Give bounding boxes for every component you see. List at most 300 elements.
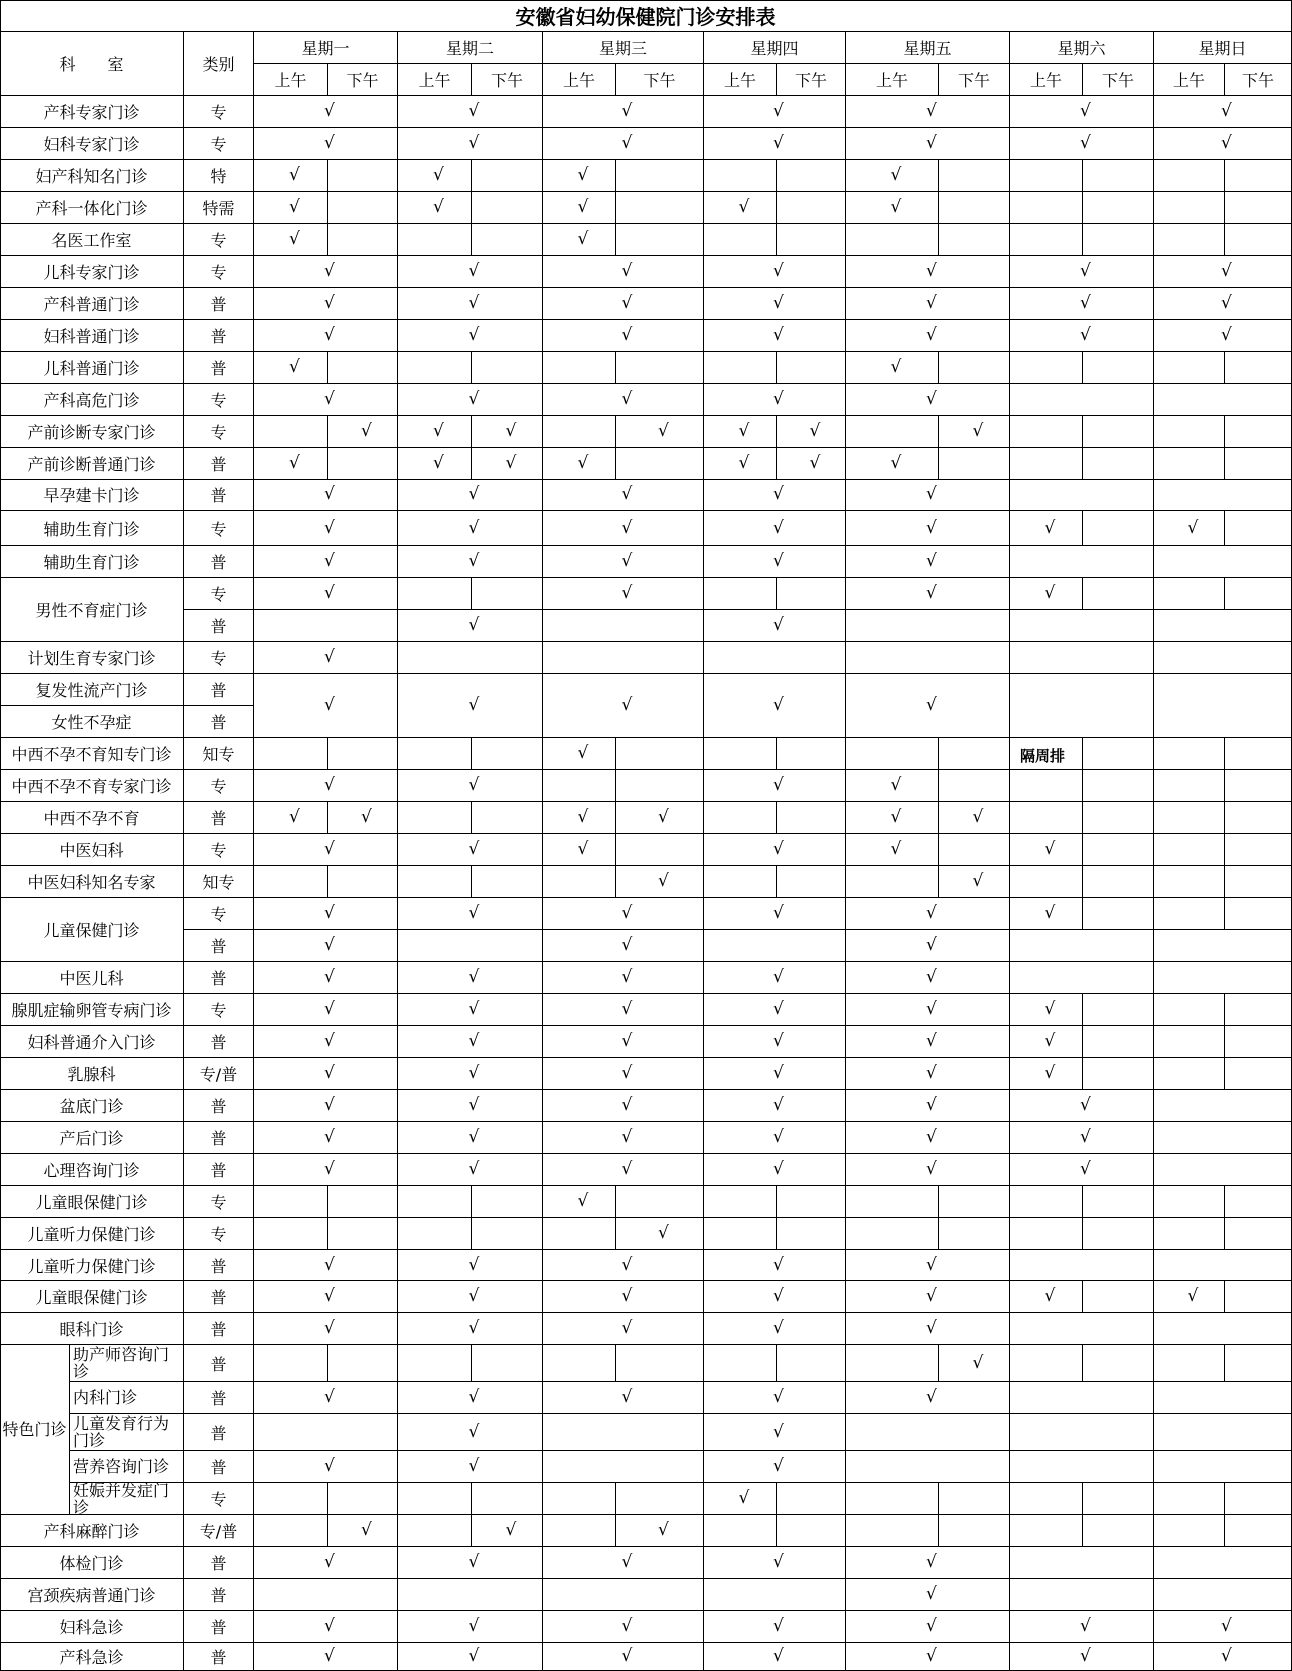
slot-pm bbox=[328, 192, 398, 224]
slot-am bbox=[1154, 160, 1225, 192]
special-group-label: 特色门诊 bbox=[0, 1345, 70, 1515]
slot-day bbox=[1010, 1250, 1154, 1282]
category: 知专 bbox=[184, 866, 254, 898]
check-icon: √ bbox=[773, 1456, 784, 1477]
check-icon: √ bbox=[505, 452, 517, 473]
slot-pm bbox=[1083, 1026, 1154, 1058]
slot-am bbox=[398, 738, 472, 770]
check-icon: √ bbox=[773, 517, 784, 538]
slot-day bbox=[1154, 1579, 1292, 1611]
check-icon: √ bbox=[621, 1254, 633, 1275]
slot-am bbox=[846, 866, 939, 898]
category: 普 bbox=[184, 802, 254, 834]
slot-pm bbox=[472, 160, 543, 192]
slot-pm bbox=[1225, 1281, 1292, 1313]
slot-pm bbox=[328, 1186, 398, 1218]
check-icon: √ bbox=[890, 164, 902, 185]
check-icon: √ bbox=[621, 260, 633, 281]
category: 普 bbox=[184, 610, 254, 642]
check-icon: √ bbox=[433, 196, 444, 217]
category: 专 bbox=[184, 1483, 254, 1515]
check-icon: √ bbox=[468, 1286, 480, 1307]
check-icon: √ bbox=[468, 484, 480, 505]
dept-name: 产前诊断专家门诊 bbox=[0, 416, 184, 448]
check-icon: √ bbox=[468, 1387, 480, 1408]
check-icon: √ bbox=[577, 196, 589, 217]
slot-am bbox=[1154, 1026, 1225, 1058]
category: 普 bbox=[184, 1281, 254, 1313]
slot-pm bbox=[1083, 352, 1154, 384]
slot-pm bbox=[328, 866, 398, 898]
check-icon: √ bbox=[890, 452, 902, 473]
category: 普 bbox=[184, 480, 254, 512]
slot-day bbox=[254, 1414, 398, 1451]
slot-pm bbox=[777, 578, 846, 610]
check-icon: √ bbox=[1187, 1286, 1199, 1307]
check-icon: √ bbox=[289, 356, 300, 377]
slot-pm bbox=[939, 1515, 1010, 1547]
header-day: 星期五 bbox=[846, 32, 1010, 64]
slot-day bbox=[1154, 962, 1292, 994]
dept-name: 儿科普通门诊 bbox=[0, 352, 184, 384]
slot-pm bbox=[472, 1186, 543, 1218]
header-day: 星期日 bbox=[1154, 32, 1292, 64]
slot-day bbox=[254, 1579, 398, 1611]
slot-day bbox=[543, 1579, 704, 1611]
check-icon: √ bbox=[890, 839, 902, 860]
slot-pm bbox=[1225, 770, 1292, 802]
slot-day bbox=[1154, 546, 1292, 578]
check-icon: √ bbox=[361, 1520, 372, 1541]
slot-pm bbox=[1083, 1058, 1154, 1090]
slot-pm bbox=[616, 738, 704, 770]
slot-pm bbox=[1225, 448, 1292, 480]
header-am: 上午 bbox=[1154, 64, 1225, 96]
slot-pm bbox=[939, 738, 1010, 770]
category: 专 bbox=[184, 994, 254, 1026]
slot-pm bbox=[472, 578, 543, 610]
category: 专/普 bbox=[184, 1515, 254, 1547]
slot-am bbox=[254, 1186, 328, 1218]
slot-pm bbox=[939, 1483, 1010, 1515]
slot-pm bbox=[939, 448, 1010, 480]
slot-am bbox=[398, 1345, 472, 1382]
slot-am bbox=[704, 1186, 777, 1218]
slot-am bbox=[1154, 1483, 1225, 1515]
check-icon: √ bbox=[738, 452, 750, 473]
category: 普 bbox=[184, 448, 254, 480]
check-icon: √ bbox=[324, 100, 335, 121]
slot-pm bbox=[328, 224, 398, 256]
dept-name: 儿童发育行为门诊 bbox=[70, 1414, 184, 1451]
category: 普 bbox=[184, 1026, 254, 1058]
category: 特需 bbox=[184, 192, 254, 224]
slot-am bbox=[704, 1345, 777, 1382]
check-icon: √ bbox=[1221, 1616, 1232, 1637]
check-icon: √ bbox=[324, 1456, 335, 1477]
header-day: 星期二 bbox=[398, 32, 543, 64]
slot-day bbox=[543, 1414, 704, 1451]
check-icon: √ bbox=[1044, 1030, 1056, 1051]
slot-am bbox=[1154, 802, 1225, 834]
slot-pm bbox=[616, 1345, 704, 1382]
check-icon: √ bbox=[926, 1158, 937, 1179]
check-icon: √ bbox=[468, 1552, 480, 1573]
check-icon: √ bbox=[926, 1646, 937, 1667]
slot-pm bbox=[1225, 416, 1292, 448]
slot-am bbox=[1154, 994, 1225, 1026]
slot-am bbox=[398, 224, 472, 256]
check-icon: √ bbox=[468, 839, 480, 860]
check-icon: √ bbox=[926, 998, 937, 1019]
slot-pm bbox=[616, 1186, 704, 1218]
dept-name: 产科急诊 bbox=[0, 1643, 184, 1671]
slot-day bbox=[704, 930, 846, 962]
check-icon: √ bbox=[773, 1030, 784, 1051]
header-category: 类别 bbox=[184, 32, 254, 96]
check-icon: √ bbox=[926, 902, 937, 923]
check-icon: √ bbox=[324, 1646, 335, 1667]
slot-pm bbox=[1225, 511, 1292, 546]
category: 普 bbox=[184, 706, 254, 738]
category: 普 bbox=[184, 1579, 254, 1611]
dept-name: 辅助生育门诊 bbox=[0, 546, 184, 578]
check-icon: √ bbox=[773, 551, 784, 572]
slot-am bbox=[254, 1483, 328, 1515]
header-am: 上午 bbox=[398, 64, 472, 96]
check-icon: √ bbox=[773, 1318, 784, 1339]
slot-day bbox=[704, 642, 846, 674]
check-icon: √ bbox=[621, 1158, 633, 1179]
slot-day bbox=[1010, 642, 1154, 674]
category: 知专 bbox=[184, 738, 254, 770]
header-pm: 下午 bbox=[472, 64, 543, 96]
check-icon: √ bbox=[621, 324, 633, 345]
check-icon: √ bbox=[621, 1062, 633, 1083]
dept-name: 产前诊断普通门诊 bbox=[0, 448, 184, 480]
check-icon: √ bbox=[468, 1062, 480, 1083]
check-icon: √ bbox=[324, 1286, 335, 1307]
check-icon: √ bbox=[621, 1126, 633, 1147]
check-icon: √ bbox=[621, 966, 633, 987]
slot-am bbox=[1010, 1186, 1083, 1218]
slot-pm bbox=[472, 224, 543, 256]
slot-pm bbox=[1083, 578, 1154, 610]
dept-name: 乳腺科 bbox=[0, 1058, 184, 1090]
slot-pm bbox=[939, 192, 1010, 224]
category: 普 bbox=[184, 1345, 254, 1382]
check-icon: √ bbox=[773, 839, 784, 860]
check-icon: √ bbox=[621, 484, 633, 505]
slot-pm bbox=[1225, 994, 1292, 1026]
slot-pm bbox=[1225, 898, 1292, 930]
category: 专 bbox=[184, 511, 254, 546]
slot-am bbox=[1010, 448, 1083, 480]
slot-pm bbox=[1225, 866, 1292, 898]
slot-day bbox=[1154, 1090, 1292, 1122]
check-icon: √ bbox=[324, 260, 335, 281]
check-icon: √ bbox=[1080, 1094, 1091, 1115]
category: 专 bbox=[184, 898, 254, 930]
check-icon: √ bbox=[773, 324, 784, 345]
check-icon: √ bbox=[773, 966, 784, 987]
slot-day bbox=[398, 642, 543, 674]
dept-name: 中西不孕不育 bbox=[0, 802, 184, 834]
check-icon: √ bbox=[1044, 1062, 1056, 1083]
check-icon: √ bbox=[738, 420, 750, 441]
slot-pm bbox=[472, 1345, 543, 1382]
check-icon: √ bbox=[577, 839, 589, 860]
check-icon: √ bbox=[1080, 260, 1091, 281]
check-icon: √ bbox=[621, 551, 633, 572]
slot-pm bbox=[1083, 834, 1154, 866]
dept-name: 辅助生育门诊 bbox=[0, 511, 184, 546]
check-icon: √ bbox=[926, 966, 937, 987]
slot-am bbox=[543, 866, 616, 898]
header-day: 星期三 bbox=[543, 32, 704, 64]
check-icon: √ bbox=[738, 1488, 750, 1509]
header-am: 上午 bbox=[254, 64, 328, 96]
check-icon: √ bbox=[1080, 100, 1091, 121]
check-icon: √ bbox=[926, 1126, 937, 1147]
check-icon: √ bbox=[621, 583, 633, 604]
slot-am bbox=[846, 1218, 939, 1250]
slot-pm bbox=[1083, 192, 1154, 224]
check-icon: √ bbox=[926, 1062, 937, 1083]
check-icon: √ bbox=[773, 1254, 784, 1275]
slot-am bbox=[543, 416, 616, 448]
check-icon: √ bbox=[890, 775, 902, 796]
slot-am bbox=[704, 352, 777, 384]
check-icon: √ bbox=[468, 1616, 480, 1637]
category: 专 bbox=[184, 96, 254, 128]
dept-name: 中西不孕不育知专门诊 bbox=[0, 738, 184, 770]
check-icon: √ bbox=[1044, 998, 1056, 1019]
check-icon: √ bbox=[926, 695, 937, 716]
category: 专 bbox=[184, 128, 254, 160]
category: 专 bbox=[184, 578, 254, 610]
check-icon: √ bbox=[621, 1286, 633, 1307]
slot-am bbox=[398, 1218, 472, 1250]
dept-name: 产科一体化门诊 bbox=[0, 192, 184, 224]
slot-day bbox=[1010, 1414, 1154, 1451]
slot-pm bbox=[939, 834, 1010, 866]
check-icon: √ bbox=[577, 743, 589, 764]
check-icon: √ bbox=[621, 1616, 633, 1637]
check-icon: √ bbox=[621, 934, 633, 955]
check-icon: √ bbox=[1044, 1286, 1056, 1307]
category: 普 bbox=[184, 546, 254, 578]
check-icon: √ bbox=[1187, 517, 1199, 538]
slot-pm bbox=[1083, 160, 1154, 192]
check-icon: √ bbox=[773, 1552, 784, 1573]
slot-pm bbox=[328, 160, 398, 192]
slot-pm bbox=[1083, 994, 1154, 1026]
slot-pm bbox=[1083, 416, 1154, 448]
check-icon: √ bbox=[926, 1552, 937, 1573]
check-icon: √ bbox=[621, 1552, 633, 1573]
check-icon: √ bbox=[773, 775, 784, 796]
slot-am bbox=[1154, 898, 1225, 930]
slot-pm bbox=[328, 738, 398, 770]
slot-am bbox=[398, 1186, 472, 1218]
slot-pm bbox=[328, 352, 398, 384]
slot-am bbox=[1154, 1515, 1225, 1547]
check-icon: √ bbox=[468, 966, 480, 987]
slot-pm bbox=[1225, 1515, 1292, 1547]
check-icon: √ bbox=[324, 902, 335, 923]
check-icon: √ bbox=[577, 228, 589, 249]
dept-name: 营养咨询门诊 bbox=[70, 1451, 184, 1483]
check-icon: √ bbox=[1080, 292, 1091, 313]
slot-am bbox=[543, 352, 616, 384]
check-icon: √ bbox=[577, 1190, 589, 1211]
slot-day bbox=[1154, 1313, 1292, 1345]
slot-day bbox=[543, 1451, 704, 1483]
dept-name: 儿科专家门诊 bbox=[0, 256, 184, 288]
slot-pm bbox=[939, 352, 1010, 384]
check-icon: √ bbox=[468, 1318, 480, 1339]
dept-name: 产科高危门诊 bbox=[0, 384, 184, 416]
slot-am bbox=[1010, 1515, 1083, 1547]
slot-day bbox=[1154, 674, 1292, 738]
check-icon: √ bbox=[972, 807, 984, 828]
slot-pm bbox=[1225, 352, 1292, 384]
check-icon: √ bbox=[324, 484, 335, 505]
category: 普 bbox=[184, 1643, 254, 1671]
check-icon: √ bbox=[773, 695, 784, 716]
dept-name: 产后门诊 bbox=[0, 1122, 184, 1154]
slot-pm bbox=[777, 352, 846, 384]
slot-pm bbox=[328, 448, 398, 480]
slot-am bbox=[1154, 834, 1225, 866]
check-icon: √ bbox=[809, 452, 821, 473]
check-icon: √ bbox=[773, 998, 784, 1019]
slot-day bbox=[1010, 384, 1154, 416]
slot-pm bbox=[1083, 1281, 1154, 1313]
header-pm: 下午 bbox=[939, 64, 1010, 96]
check-icon: √ bbox=[324, 695, 335, 716]
category: 普 bbox=[184, 1313, 254, 1345]
check-icon: √ bbox=[468, 775, 480, 796]
check-icon: √ bbox=[468, 388, 480, 409]
slot-day bbox=[1154, 1451, 1292, 1483]
dept-name: 复发性流产门诊 bbox=[0, 674, 184, 706]
check-icon: √ bbox=[926, 132, 937, 153]
slot-am bbox=[398, 578, 472, 610]
check-icon: √ bbox=[890, 196, 902, 217]
slot-pm bbox=[616, 224, 704, 256]
header-am: 上午 bbox=[704, 64, 777, 96]
category: 普 bbox=[184, 320, 254, 352]
slot-am bbox=[704, 1515, 777, 1547]
category: 普 bbox=[184, 674, 254, 706]
slot-am bbox=[704, 1218, 777, 1250]
check-icon: √ bbox=[289, 228, 300, 249]
header-day: 星期四 bbox=[704, 32, 846, 64]
slot-pm bbox=[1083, 224, 1154, 256]
header-pm: 下午 bbox=[328, 64, 398, 96]
slot-am bbox=[398, 352, 472, 384]
check-icon: √ bbox=[621, 292, 633, 313]
slot-am bbox=[1154, 578, 1225, 610]
slot-am bbox=[1154, 416, 1225, 448]
category: 普 bbox=[184, 1451, 254, 1483]
category: 专 bbox=[184, 256, 254, 288]
slot-pm bbox=[1225, 1345, 1292, 1382]
slot-am bbox=[1154, 192, 1225, 224]
dept-name: 妇科普通介入门诊 bbox=[0, 1026, 184, 1058]
slot-day bbox=[704, 1579, 846, 1611]
slot-day bbox=[1010, 962, 1154, 994]
check-icon: √ bbox=[890, 356, 902, 377]
check-icon: √ bbox=[1221, 1646, 1232, 1667]
check-icon: √ bbox=[324, 388, 335, 409]
slot-am bbox=[846, 1483, 939, 1515]
slot-pm bbox=[616, 770, 704, 802]
check-icon: √ bbox=[324, 998, 335, 1019]
slot-pm bbox=[328, 1483, 398, 1515]
check-icon: √ bbox=[468, 100, 480, 121]
header-day: 星期一 bbox=[254, 32, 398, 64]
check-icon: √ bbox=[324, 1126, 335, 1147]
slot-am bbox=[398, 1483, 472, 1515]
check-icon: √ bbox=[972, 871, 984, 891]
check-icon: √ bbox=[1080, 1616, 1091, 1637]
check-icon: √ bbox=[324, 839, 335, 860]
check-icon: √ bbox=[324, 1030, 335, 1051]
check-icon: √ bbox=[621, 132, 633, 153]
slot-pm bbox=[1083, 802, 1154, 834]
header-day: 星期六 bbox=[1010, 32, 1154, 64]
check-icon: √ bbox=[468, 695, 480, 716]
slot-pm bbox=[1083, 1218, 1154, 1250]
check-icon: √ bbox=[324, 934, 335, 955]
slot-am bbox=[1154, 738, 1225, 770]
slot-am bbox=[1154, 1058, 1225, 1090]
slot-day bbox=[1154, 1414, 1292, 1451]
category: 普 bbox=[184, 1611, 254, 1643]
check-icon: √ bbox=[773, 1421, 784, 1442]
slot-pm bbox=[1083, 1483, 1154, 1515]
check-icon: √ bbox=[289, 452, 300, 473]
slot-am bbox=[1154, 224, 1225, 256]
category: 普 bbox=[184, 1414, 254, 1451]
slot-pm bbox=[472, 1483, 543, 1515]
check-icon: √ bbox=[621, 695, 633, 716]
check-icon: √ bbox=[926, 934, 937, 955]
category: 专/普 bbox=[184, 1058, 254, 1090]
check-icon: √ bbox=[324, 647, 335, 668]
slot-pm bbox=[616, 160, 704, 192]
check-icon: √ bbox=[773, 484, 784, 505]
slot-pm bbox=[777, 802, 846, 834]
category: 专 bbox=[184, 834, 254, 866]
page-title: 安徽省妇幼保健院门诊安排表 bbox=[0, 0, 1292, 32]
slot-day bbox=[1154, 1547, 1292, 1579]
slot-am bbox=[543, 1218, 616, 1250]
check-icon: √ bbox=[433, 420, 444, 441]
slot-am bbox=[1154, 1218, 1225, 1250]
check-icon: √ bbox=[1044, 517, 1056, 538]
slot-am bbox=[704, 802, 777, 834]
check-icon: √ bbox=[621, 1646, 633, 1667]
slot-day bbox=[1010, 1313, 1154, 1345]
slot-pm bbox=[472, 352, 543, 384]
dept-name: 女性不孕症 bbox=[0, 706, 184, 738]
check-icon: √ bbox=[324, 1062, 335, 1083]
slot-day bbox=[1154, 642, 1292, 674]
